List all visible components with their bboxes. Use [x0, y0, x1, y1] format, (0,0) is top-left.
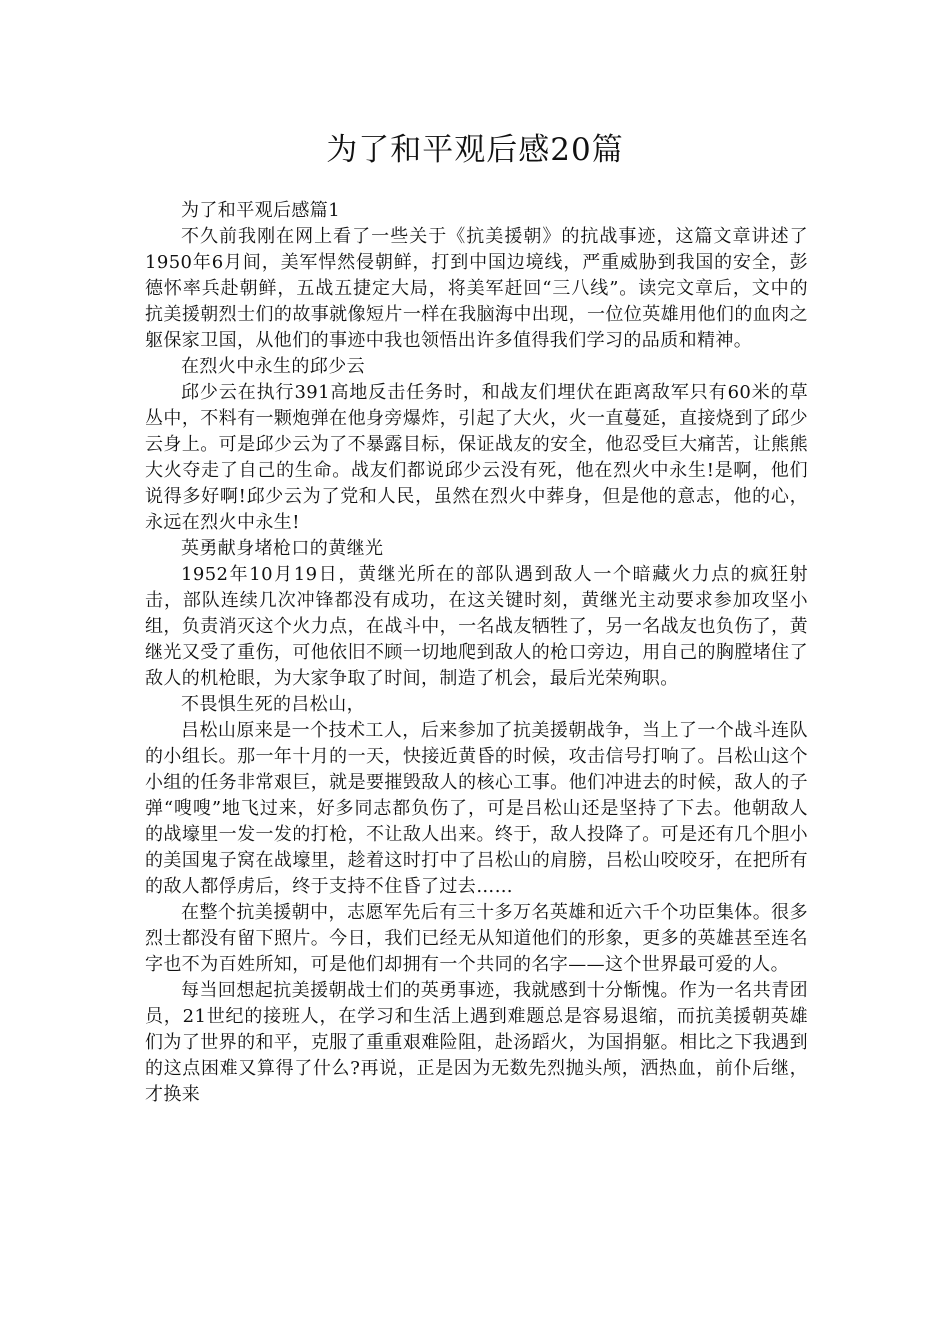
section-heading: 在烈火中永生的邱少云 [181, 356, 365, 377]
body-paragraph: 在整个抗美援朝中，志愿军先后有三十多万名英雄和近六千个功臣集体。很多烈士都没有留下照片。今日，我们已经无从知道他们的形象，更多的英雄甚至连名字也不为百姓所知，可是他们却拥有一个共同的名字——这个世界最可爱的人。 [145, 902, 808, 975]
body-paragraph: 不久前我刚在网上看了一些关于《抗美援朝》的抗战事迹，这篇文章讲述了1950年6月间，美军悍然侵朝鲜，打到中国边境线，严重威胁到我国的安全，彭德怀率兵赴朝鲜，五战五捷定大局，将美军赶回“三八线”。读完文章后，文中的抗美援朝烈士们的故事就像短片一样在我脑海中出现，一位位英雄用他们的血肉之躯保家卫国，从他们的事迹中我也领悟出许多值得我们学习的品质和精神。 [145, 226, 808, 351]
section-heading: 英勇献身堵枪口的黄继光 [181, 538, 384, 559]
body-paragraph: 1952年10月19日，黄继光所在的部队遇到敌人一个暗藏火力点的疯狂射击，部队连续几次冲锋都没有成功，在这关键时刻，黄继光主动要求参加攻坚小组，负责消灭这个火力点，在战斗中，一名战友牺牲了，另一名战友也负伤了，黄继光又受了重伤，可他依旧不顾一切地爬到敌人的枪口旁边，用自己的胸膛堵住了敌人的机枪眼，为大家争取了时间，制造了机会，最后光荣殉职。 [145, 564, 808, 689]
body-paragraph: 邱少云在执行391高地反击任务时，和战友们埋伏在距离敌军只有60米的草丛中，不料有一颗炮弹在他身旁爆炸，引起了大火，火一直蔓延，直接烧到了邱少云身上。可是邱少云为了不暴露目标，保证战友的安全，他忍受巨大痛苦，让熊熊大火夺走了自己的生命。战友们都说邱少云没有死，他在烈火中永生!是啊，他们说得多好啊!邱少云为了党和人民，虽然在烈火中葬身，但是他的意志，他的心，永远在烈火中永生! [145, 382, 808, 533]
document-title: 为了和平观后感20篇 [326, 132, 624, 168]
body-paragraph: 每当回想起抗美援朝战士们的英勇事迹，我就感到十分惭愧。作为一名共青团员，21世纪的接班人，在学习和生活上遇到难题总是容易退缩，而抗美援朝英雄们为了世界的和平，克服了重重艰难险阻，赴汤蹈火，为国捐躯。相比之下我遇到的这点困难又算得了什么?再说，正是因为无数先烈抛头颅，洒热血，前仆后继，才换来 [145, 980, 808, 1105]
section-heading: 为了和平观后感篇1 [181, 200, 341, 221]
document-body [145, 198, 808, 1108]
section-heading: 不畏惧生死的吕松山， [181, 694, 365, 715]
body-paragraph: 吕松山原来是一个技术工人，后来参加了抗美援朝战争，当上了一个战斗连队的小组长。那一年十月的一天，快接近黄昏的时候，攻击信号打响了。吕松山这个小组的任务非常艰巨，就是要摧毁敌人的核心工事。他们冲进去的时候，敌人的子弹“嗖嗖”地飞过来，好多同志都负伤了，可是吕松山还是坚持了下去。他朝敌人的战壕里一发一发的打枪，不让敌人出来。终于，敌人投降了。可是还有几个胆小的美国鬼子窝在战壕里，趁着这时打中了吕松山的肩膀，吕松山咬咬牙，在把所有的敌人都俘虏后，终于支持不住昏了过去…… [145, 720, 808, 897]
